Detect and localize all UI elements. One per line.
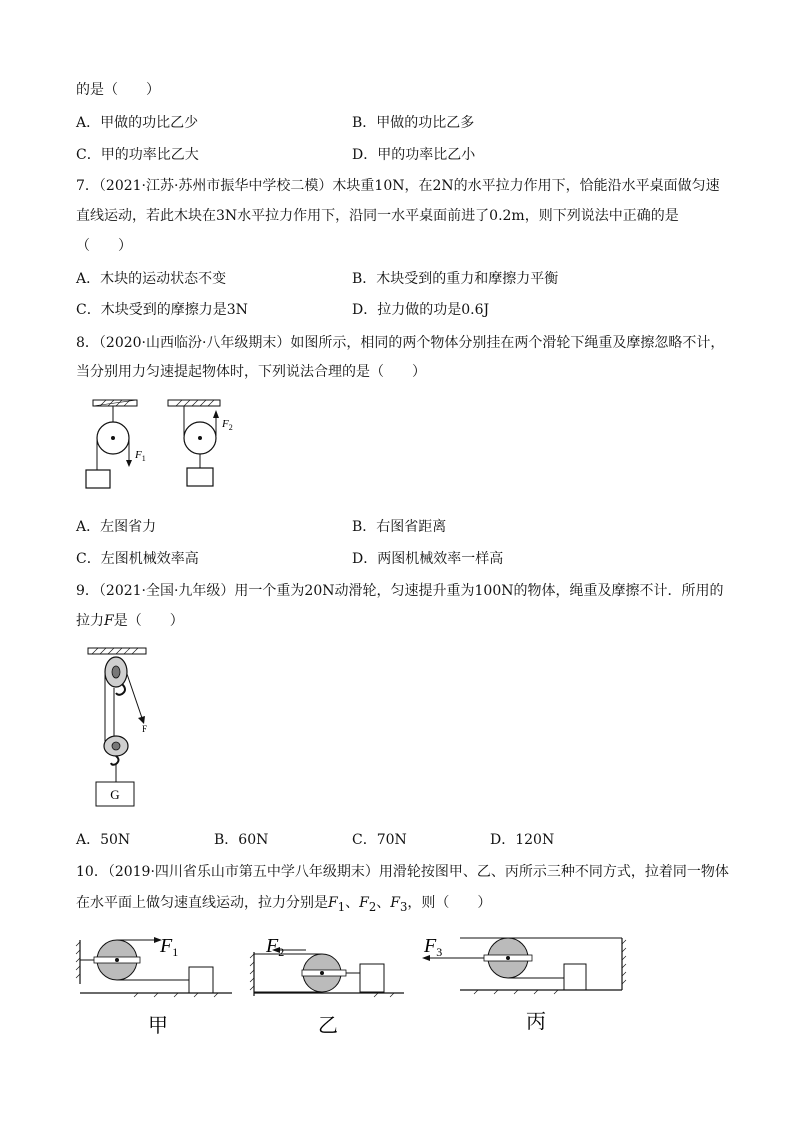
q9-option-c[interactable]: C．70N [352, 832, 407, 848]
q7-stem-line3: （ ） [76, 238, 132, 254]
q10-caption-yi: 乙 [318, 1015, 338, 1037]
q10-stem-line2: 在水平面上做匀速直线运动，拉力分别是$F_1$、$F_2$、$F_3$，则（ ） [76, 895, 492, 914]
q10-pulley-figures [74, 930, 634, 1040]
q8-option-b[interactable]: B．右图省距离 [352, 519, 447, 535]
q7-stem-line1: 7．（2021·江苏·苏州市振华中学校二模）木块重10N，在2N的水平拉力作用下，恰能沿水平桌面做匀速 [76, 178, 720, 194]
q8-stem-line1: 8．（2020·山西临汾·八年级期末）如图所示，相同的两个物体分别挂在两个滑轮下绳重及摩擦忽略不计， [76, 335, 725, 351]
q9-pulley-block-figure [84, 646, 174, 810]
q10-figure-bing [422, 938, 626, 994]
q9-stem-line1: 9．（2021·全国·九年级）用一个重为20N动滑轮，匀速提升重为100N的物体，绳重及摩擦不计．所用的 [76, 583, 724, 599]
q10-figure-jia [76, 937, 232, 997]
q6-option-d[interactable]: D．甲的功率比乙小 [352, 147, 476, 163]
q9-option-d[interactable]: D．120N [490, 832, 555, 848]
q9-option-b[interactable]: B．60N [214, 832, 269, 848]
q7-option-b[interactable]: B．木块受到的重力和摩擦力平衡 [352, 271, 559, 287]
q8-right-movable-pulley [168, 400, 220, 486]
q8-option-d[interactable]: D．两图机械效率一样高 [352, 551, 504, 567]
q10-fig-f2: $F_2$ [266, 935, 285, 959]
q8-option-a[interactable]: A．左图省力 [76, 519, 157, 535]
q7-option-d[interactable]: D．拉力做的功是0.6J [352, 302, 490, 318]
q8-stem-line2: 当分别用力匀速提起物体时，下列说法合理的是（ ） [76, 364, 426, 380]
q10-caption-bing: 丙 [526, 1011, 546, 1033]
q7-option-a[interactable]: A．木块的运动状态不变 [76, 271, 227, 287]
q6-option-a[interactable]: A．甲做的功比乙少 [76, 115, 199, 131]
q8-f2-label: $F_2$ [222, 418, 233, 432]
q8-f1-label: $F_1$ [135, 449, 146, 463]
q8-option-c[interactable]: C．左图机械效率高 [76, 551, 199, 567]
q9-block-label: G [110, 787, 120, 802]
q10-fig-f1: $F_1$ [160, 935, 179, 959]
q9-stem-line2: 拉力F是（ ） [76, 613, 184, 629]
q8-pulley-figure [80, 396, 250, 496]
q10-fig-f3: $F_3$ [424, 935, 443, 959]
q7-option-c[interactable]: C．木块受到的摩擦力是3N [76, 302, 248, 318]
q6-option-b[interactable]: B．甲做的功比乙多 [352, 115, 475, 131]
q7-stem-line2: 直线运动，若此木块在3N水平拉力作用下，沿同一水平桌面前进了0.2m，则下列说法中正确的是 [76, 208, 679, 224]
q6-option-c[interactable]: C．甲的功率比乙大 [76, 147, 199, 163]
q9-force-label: F [142, 724, 148, 734]
q9-option-a[interactable]: A．50N [76, 832, 131, 848]
q10-stem-line1: 10．（2019·四川省乐山市第五中学八年级期末）用滑轮按图甲、乙、丙所示三种不同方式，拉着同一物体 [76, 864, 729, 880]
q8-left-fixed-pulley [86, 400, 137, 488]
q6-stem-tail: 的是（ ） [76, 82, 160, 98]
q10-caption-jia: 甲 [148, 1015, 168, 1037]
